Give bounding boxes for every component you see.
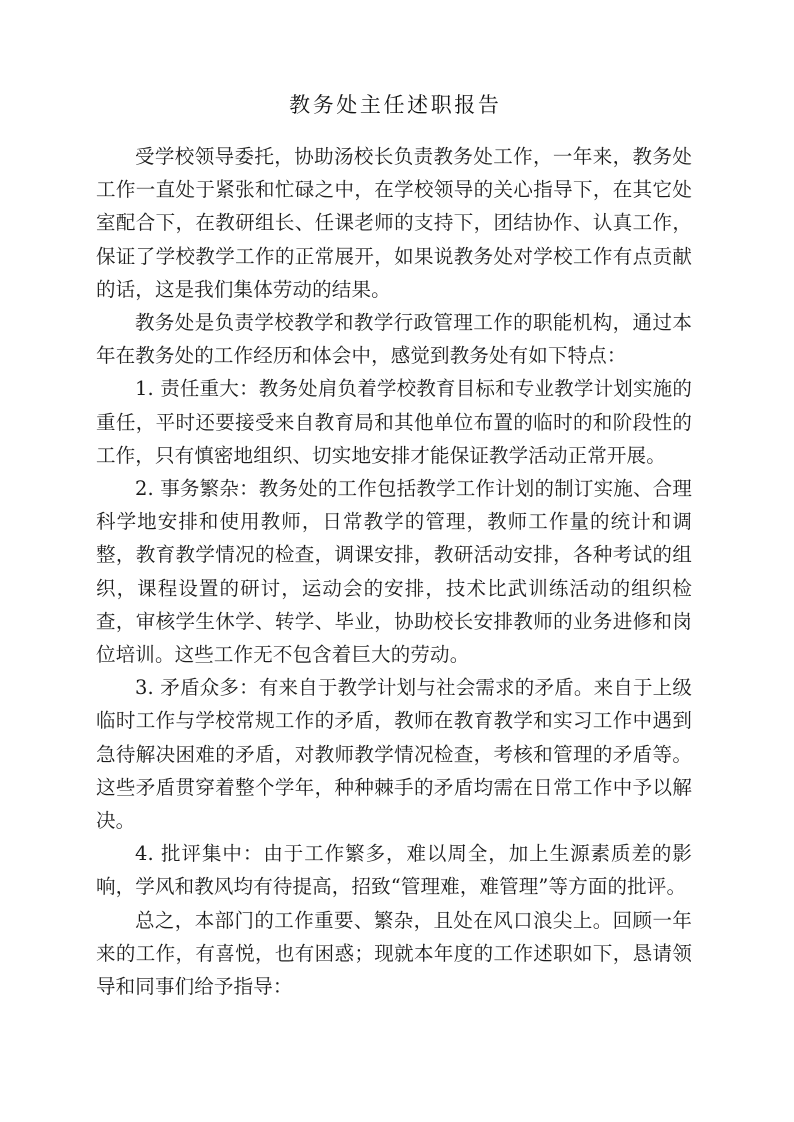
paragraph-point-2: 2. 事务繁杂：教务处的工作包括教学工作计划的制订实施、合理科学地安排和使用教师，日常教学的管理，教师工作量的统计和调整，教育教学情况的检查，调课安排，教研活动安排，各种考试的组织，课程设置的研讨，运动会的安排，技术比武训练活动的组织检查，审核学生休学、转学、毕业，协助校长安排教师的业务进修和岗位培训。这些工作无不包含着巨大的劳动。 [96, 477, 692, 667]
paragraph-conclusion: 总之，本部门的工作重要、繁杂，且处在风口浪尖上。回顾一年来的工作，有喜悦，也有困惑；现就本年度的工作述职如下，恳请领导和同事们给予指导： [96, 908, 692, 999]
document-body [96, 88, 692, 1003]
paragraph-point-3: 3. 矛盾众多：有来自于教学计划与社会需求的矛盾。来自于上级临时工作与学校常规工作的矛盾，教师在教育教学和实习工作中遇到急待解决困难的矛盾，对教师教学情况检查，考核和管理的矛盾等。这些矛盾贯穿着整个学年，种种棘手的矛盾均需在日常工作中予以解决。 [96, 676, 692, 833]
paragraph-point-1: 1. 责任重大：教务处肩负着学校教育目标和专业教学计划实施的重任，平时还要接受来自教育局和其他单位布置的临时的和阶段性的工作，只有慎密地组织、切实地安排才能保证教学活动正常开展。 [96, 377, 692, 467]
paragraph-point-4: 4. 批评集中：由于工作繁多，难以周全，加上生源素质差的影响，学风和教风均有待提高，招致“管理难，难管理”等方面的批评。 [96, 842, 692, 899]
paragraph-intro: 受学校领导委托，协助汤校长负责教务处工作，一年来，教务处工作一直处于紧张和忙碌之中，在学校领导的关心指导下，在其它处室配合下，在教研组长、任课老师的支持下，团结协作、认真工作，保证了学校教学工作的正常展开，如果说教务处对学校工作有点贡献的话，这是我们集体劳动的结果。 [96, 145, 692, 301]
paragraph-overview: 教务处是负责学校教学和教学行政管理工作的职能机构，通过本年在教务处的工作经历和体会中，感觉到教务处有如下特点： [96, 311, 692, 368]
page-title: 教务处主任述职报告 [289, 93, 502, 117]
